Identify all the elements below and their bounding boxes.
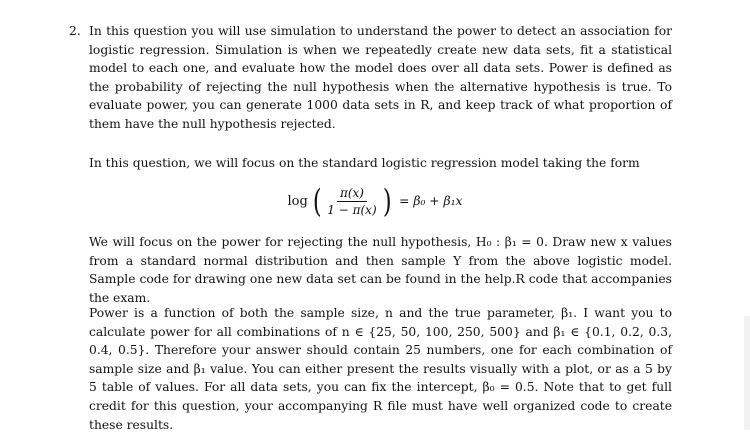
- paragraph-null-hypothesis: [89, 233, 672, 307]
- equation-rhs: = β₀ + β₁x: [399, 194, 463, 208]
- equation-denominator: 1 − π(x): [327, 202, 377, 217]
- scrollbar[interactable]: [744, 316, 750, 430]
- paragraph-null-hypothesis-text: We will focus on the power for rejecting the null hypothesis, H₀ : β₁ = 0. Draw new x values from a standard normal distribution and then sample Y from the above logistic model. Sample code for drawing one new data set can be found in the help.R code that accompanies the exam.: [89, 235, 672, 305]
- equation-log: log: [287, 193, 308, 209]
- paragraph-power: [89, 304, 672, 434]
- paragraph-model-intro: [89, 154, 672, 173]
- question-number: 2.: [69, 24, 81, 38]
- equation-open-paren: (: [312, 182, 322, 220]
- logistic-equation: [0, 182, 750, 220]
- equation-numerator: π(x): [337, 186, 367, 202]
- paragraph-power-text: Power is a function of both the sample size, n and the true parameter, β₁. I want you to calculate power for all combinations of n ∈ {25, 50, 100, 250, 500} and β₁ ∈ {0.1, 0.2, 0.3, 0.4, 0.5}. Therefore your answer should contain 25 numbers, one for each combination of sample size and β₁ value. You can either present the results visually with a plot, or as a 5 by 5 table of values. For all data sets, you can fix the intercept, β₀ = 0.5. Note that to get full credit for this question, your accompanying R file must have well organized code to create these results.: [89, 306, 672, 432]
- paragraph-intro: [89, 22, 672, 134]
- paragraph-model-intro-text: In this question, we will focus on the standard logistic regression model taking the form: [89, 156, 640, 170]
- equation-fraction: [324, 186, 379, 217]
- equation-close-paren: ): [382, 182, 392, 220]
- paragraph-intro-text: In this question you will use simulation to understand the power to detect an association for logistic regression. Simulation is when we repeatedly create new data sets, fit a statistical model to each one, and evaluate how the model does over all data sets. Power is defined as the probability of rejecting the null hypothesis when the alternative hypothesis is true. To evaluate power, you can generate 1000 data sets in R, and keep track of what proportion of them have the null hypothesis rejected.: [89, 24, 672, 131]
